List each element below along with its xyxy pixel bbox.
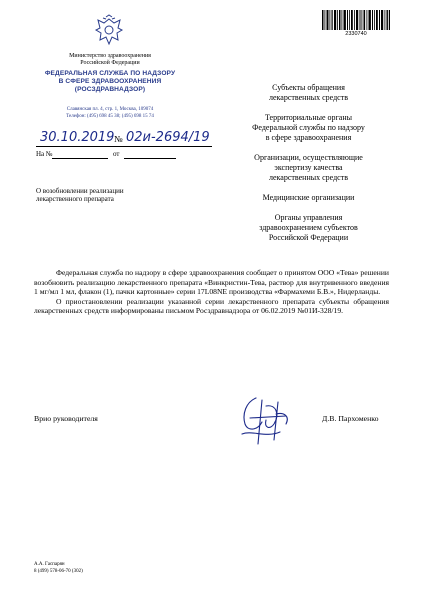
recipient-group	[226, 153, 391, 183]
recipient-group	[226, 83, 391, 103]
reply-from-line	[124, 158, 176, 159]
recipient-line: Медицинские организации	[262, 193, 355, 202]
recipient-line: лекарственных средств	[268, 173, 348, 182]
recipient-line: экспертизу качества	[274, 163, 343, 172]
service-name-line2: В СФЕРЕ ЗДРАВООХРАНЕНИЯ	[58, 78, 162, 85]
ministry-name-line1: Министерство здравоохранения	[69, 53, 151, 59]
recipient-line: Территориальные органы	[264, 113, 353, 122]
recipient-line: Организации, осуществляющие	[254, 153, 363, 162]
recipient-line: Российской Федерации	[268, 233, 349, 242]
body-paragraph-1: Федеральная служба по надзору в сфере здравоохранения сообщает о принятом ООО «Тева» решении возобновить реализацию лекарственного препарата «Винкристин-Тева, раствор для внутривенного введения 1 мг/мл 1 мл, флакон (1), пачки картонные» серии 17L08NE производства «Фармахеми Б.В.», Нидерланды.	[34, 268, 389, 297]
date-number-underline	[36, 146, 212, 147]
handwritten-signature-image	[236, 394, 302, 452]
recipient-group	[226, 193, 391, 203]
letter-body	[34, 268, 389, 316]
number-symbol: №	[114, 134, 123, 144]
author-phone: 8 (499) 578-06-70 (302)	[34, 569, 83, 574]
recipient-line: в сфере здравоохранения	[265, 133, 352, 142]
subject-line1: О возобновлении реализации	[36, 187, 124, 195]
signatory-position: Врио руководителя	[34, 414, 98, 423]
ministry-name-line2: Российской Федерации	[80, 60, 140, 66]
signatory-name: Д.В. Пархоменко	[322, 414, 379, 423]
service-name-line3: (РОСЗДРАВНАДЗОР)	[74, 86, 146, 93]
reply-number-line	[52, 158, 108, 159]
recipient-line: Субъекты обращения	[272, 83, 345, 92]
author-name: А.А. Гаспарян	[34, 562, 65, 567]
service-name-line1: ФЕДЕРАЛЬНАЯ СЛУЖБА ПО НАДЗОРУ	[44, 70, 176, 77]
barcode-number: 2330740	[345, 31, 367, 37]
recipient-line: Органы управления	[274, 213, 343, 222]
handwritten-number: 02и-2694/19	[126, 130, 210, 145]
recipients-block	[226, 83, 391, 253]
handwritten-date: 30.10.2019	[40, 130, 115, 145]
address-line: Славянская пл. 4, стр. 1, Москва, 109074	[66, 107, 154, 112]
subject-line2: лекарственного препарата	[36, 195, 114, 203]
reply-number-label: На №	[36, 150, 53, 158]
recipient-group	[226, 113, 391, 143]
recipient-group	[226, 213, 391, 243]
barcode-image	[322, 10, 390, 30]
phone-line: Телефон: (495) 698 45 38; (495) 698 15 74	[66, 114, 154, 119]
recipient-line: здравоохранением субъектов	[259, 223, 358, 232]
reply-from-label: от	[113, 150, 120, 158]
body-paragraph-2: О приостановлении реализации указанной серии лекарственного препарата субъекты обращения лекарственных средств информированы письмом Росздравнадзора от 06.02.2019 №01И-328/19.	[34, 296, 389, 316]
recipient-line: Федеральной службы по надзору	[252, 123, 365, 132]
recipient-line: лекарственных средств	[268, 93, 348, 102]
coat-of-arms-emblem-icon	[92, 14, 126, 48]
